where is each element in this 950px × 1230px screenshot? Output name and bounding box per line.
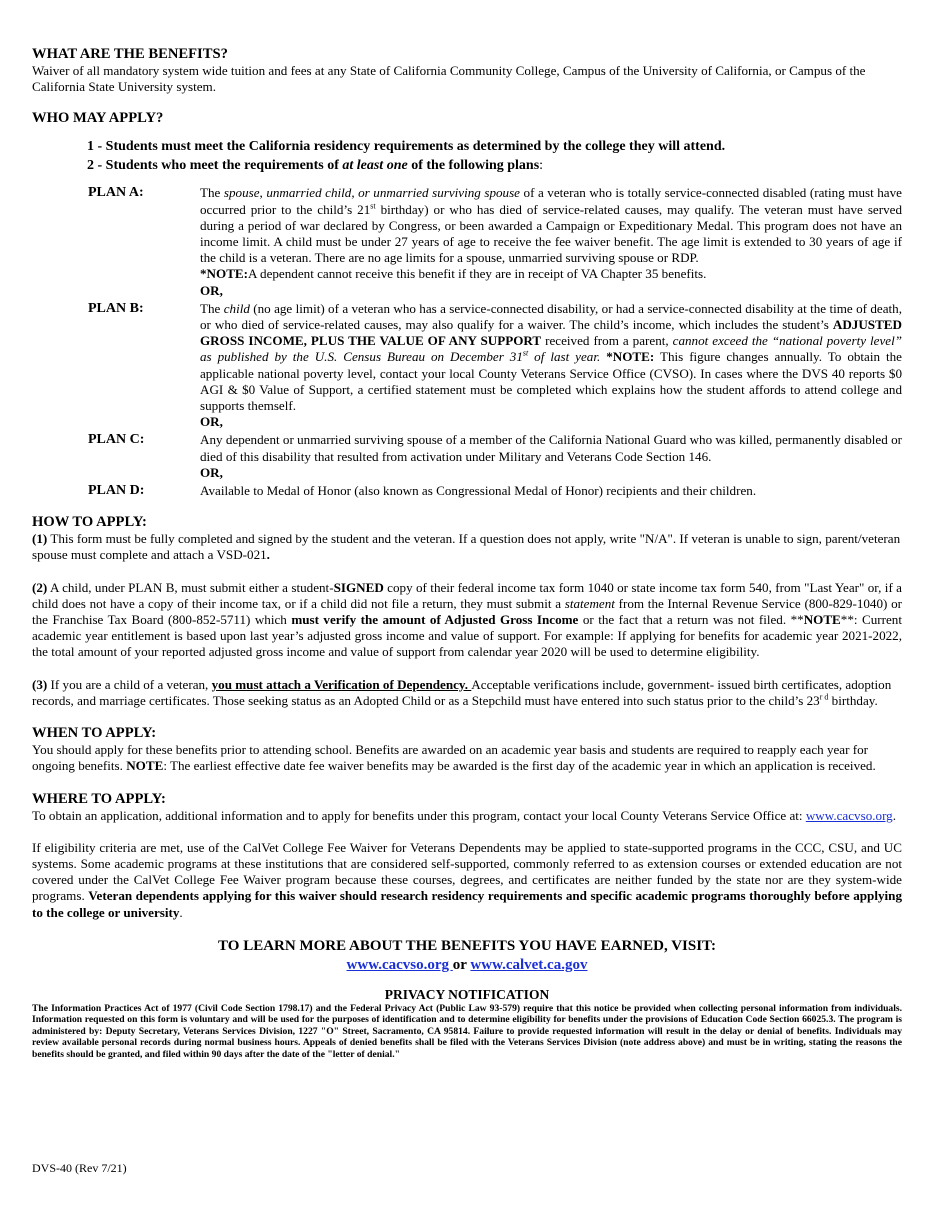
or-separator: OR, (200, 464, 223, 480)
plan-c (32, 432, 902, 481)
plan-d-label: PLAN D: (88, 483, 145, 499)
eligibility-text: If eligibility criteria are met, use of the CalVet College Fee Waiver for Veterans Dependents may be applied to state-supported programs in the CCC, CSU, and UC systems. Some academic programs at these institutions that are considered self-supported, commonly referred to as extension courses or extended education are not covered under the CalVet College Fee Waiver program because these courses, degrees, and certificates are neither funded by the state nor are they system-wide programs. Veteran dependents applying for this waiver should research residency requirements and specific academic programs thoroughly before applying to the college or university. (32, 839, 902, 920)
benefits-text: Waiver of all mandatory system wide tuition and fees at any State of California Community College, Campus of the University of California, or Campus of the California State University system. (32, 63, 866, 95)
who-heading: WHO MAY APPLY? (32, 110, 164, 127)
plan-a (32, 185, 902, 298)
requirements-list (87, 137, 902, 175)
benefits-heading: WHAT ARE THE BENEFITS? (32, 46, 228, 62)
document-page (32, 46, 902, 1060)
where-heading: WHERE TO APPLY: (32, 790, 166, 807)
when-heading: WHEN TO APPLY: (32, 725, 157, 742)
plan-b-label: PLAN B: (88, 300, 144, 316)
when-text: You should apply for these benefits prior to attending school. Benefits are awarded on an academic year basis and students are required to reapply each year for ongoing benefits. NOTE: The earliest effective date fee waiver benefits may be awarded is the first day of the academic year in which an application is received. (32, 742, 876, 774)
plan-d (32, 483, 902, 499)
form-id: DVS-40 (Rev 7/21) (32, 1161, 127, 1175)
how-heading: HOW TO APPLY: (32, 514, 147, 531)
how-step-3: (3) If you are a child of a veteran, you must attach a Verification of Dependency. Acceptable verifications include, government- issued birth certificates, adoption records, and marriage certificates. Those seeking status as an Adopted Child or as a Stepchild must have entered into such status prior to the child’s $23^{r d}$ birthday. (32, 676, 892, 708)
cacvso-link[interactable]: www.cacvso.org (805, 807, 893, 823)
privacy-text: The Information Practices Act of 1977 (Civil Code Section 1798.17) and the Federal Privacy Act (Public Law 93-579) require that this notice be provided when collecting personal information from individuals. Information requested on this form is voluntary and will be used for the purposes of identification and to determine eligibility for benefits under the provisions of Education Code Section 66025.3. The program is administered by: Deputy Secretary, Veterans Services Division, 1227 "O" Street, Sacramento, CA 95814. Failure to provide requested information will result in the delay or denial of benefits. Individuals may review available personal records during normal business hours. Appeals of denied benefits shall be filed with the Veterans Services Division (note address above) and must be in writing, stating the reasons the benefits should be granted, and filed within 90 days after the date of the "letter of denial." (32, 1002, 902, 1060)
requirement-1: 1 - Students must meet the California residency requirements as determined by the college they will attend. (87, 139, 726, 155)
privacy-heading: PRIVACY NOTIFICATION (384, 986, 550, 1002)
plan-a-body: The spouse, unmarried child, or unmarried surviving spouse of a veteran who is totally service-connected disabled (rating must have occurred prior to the child’s 21st birthday) or who has died of service-related causes, may qualify. The veteran must have served during a period of war declared by Congress, or been awarded a Campaign or Expeditionary Medal. This program does not have an income limit. A child must be under 27 years of age to receive the fee waiver benefit. The age limit is extended to 30 years of age if the child is a veteran. There are no age limits for a spouse, unmarried surviving spouse or RDP. *NOTE:A dependent cannot receive this benefit if they are in receipt of VA Chapter 35 benefits. OR, (200, 185, 902, 298)
plan-c-label: PLAN C: (88, 432, 145, 448)
or-separator: OR, (200, 282, 223, 298)
learn-more-links: www.cacvso.org or www.calvet.ca.gov (346, 956, 588, 973)
plan-b-body: The child (no age limit) of a veteran who has a service-connected disability, or had a service-connected disability at the time of death, or who died of service-related causes, may also qualify for a waiver. The child’s income, which includes the student’s ADJUSTED GROSS INCOME, PLUS THE VALUE OF ANY SUPPORT received from a parent, cannot exceed the “national poverty level” as published by the U.S. Census Bureau on December 31st of last year. *NOTE: This figure changes annually. To obtain the applicable national poverty level, contact your local County Veterans Service Office (CVSO). In cases where the DVS 40 reports $0 AGI & $0 Value of Support, a certified statement must be completed which explains how the student affords to attend college and supports themself. OR, (200, 300, 902, 430)
plan-d-body: Available to Medal of Honor (also known as Congressional Medal of Honor) recipients and their children. (200, 483, 757, 499)
learn-more-heading: TO LEARN MORE ABOUT THE BENEFITS YOU HAVE EARNED, VISIT: (218, 937, 716, 954)
calvet-link[interactable]: www.calvet.ca.gov (470, 956, 588, 973)
requirement-2: 2 - Students who meet the requirements of at least one of the following plans: (87, 158, 544, 174)
plan-b (32, 301, 902, 431)
plan-a-label: PLAN A: (88, 185, 144, 201)
how-step-2: (2) A child, under PLAN B, must submit either a student-SIGNED copy of their federal income tax form 1040 or state income tax form 540, from "Last Year" or, if a child does not have a copy of their income tax, or if a child did not file a return, they must submit a statement from the Internal Revenue Service (800-829-1040) or the Franchise Tax Board (800-852-5711) which must verify the amount of Adjusted Gross Income or the fact that a return was not filed. **NOTE**: Current academic year entitlement is based upon last year’s adjusted gross income and value of support. For example: If applying for benefits for academic year 2021-2022, the total amount of your reported adjusted gross income and value of support from calendar year 2020 will be used to determine eligibility. (32, 579, 902, 660)
how-step-1: (1) This form must be fully completed and signed by the student and the veteran. If a question does not apply, write "N/A". If veteran is unable to sign, parent/veteran spouse must complete and attach a VSD-021. (32, 531, 901, 563)
cacvso-link[interactable]: www.cacvso.org (346, 956, 453, 973)
plan-c-body: Any dependent or unmarried surviving spouse of a member of the California National Guard who was killed, permanently disabled or died of this disability that resulted from activation under Military and Veterans Code Section 146. OR, (200, 432, 902, 480)
where-text: To obtain an application, additional information and to apply for benefits under this program, contact your local County Veterans Service Office at: www.cacvso.org. (32, 807, 897, 823)
or-separator: OR, (200, 414, 223, 430)
